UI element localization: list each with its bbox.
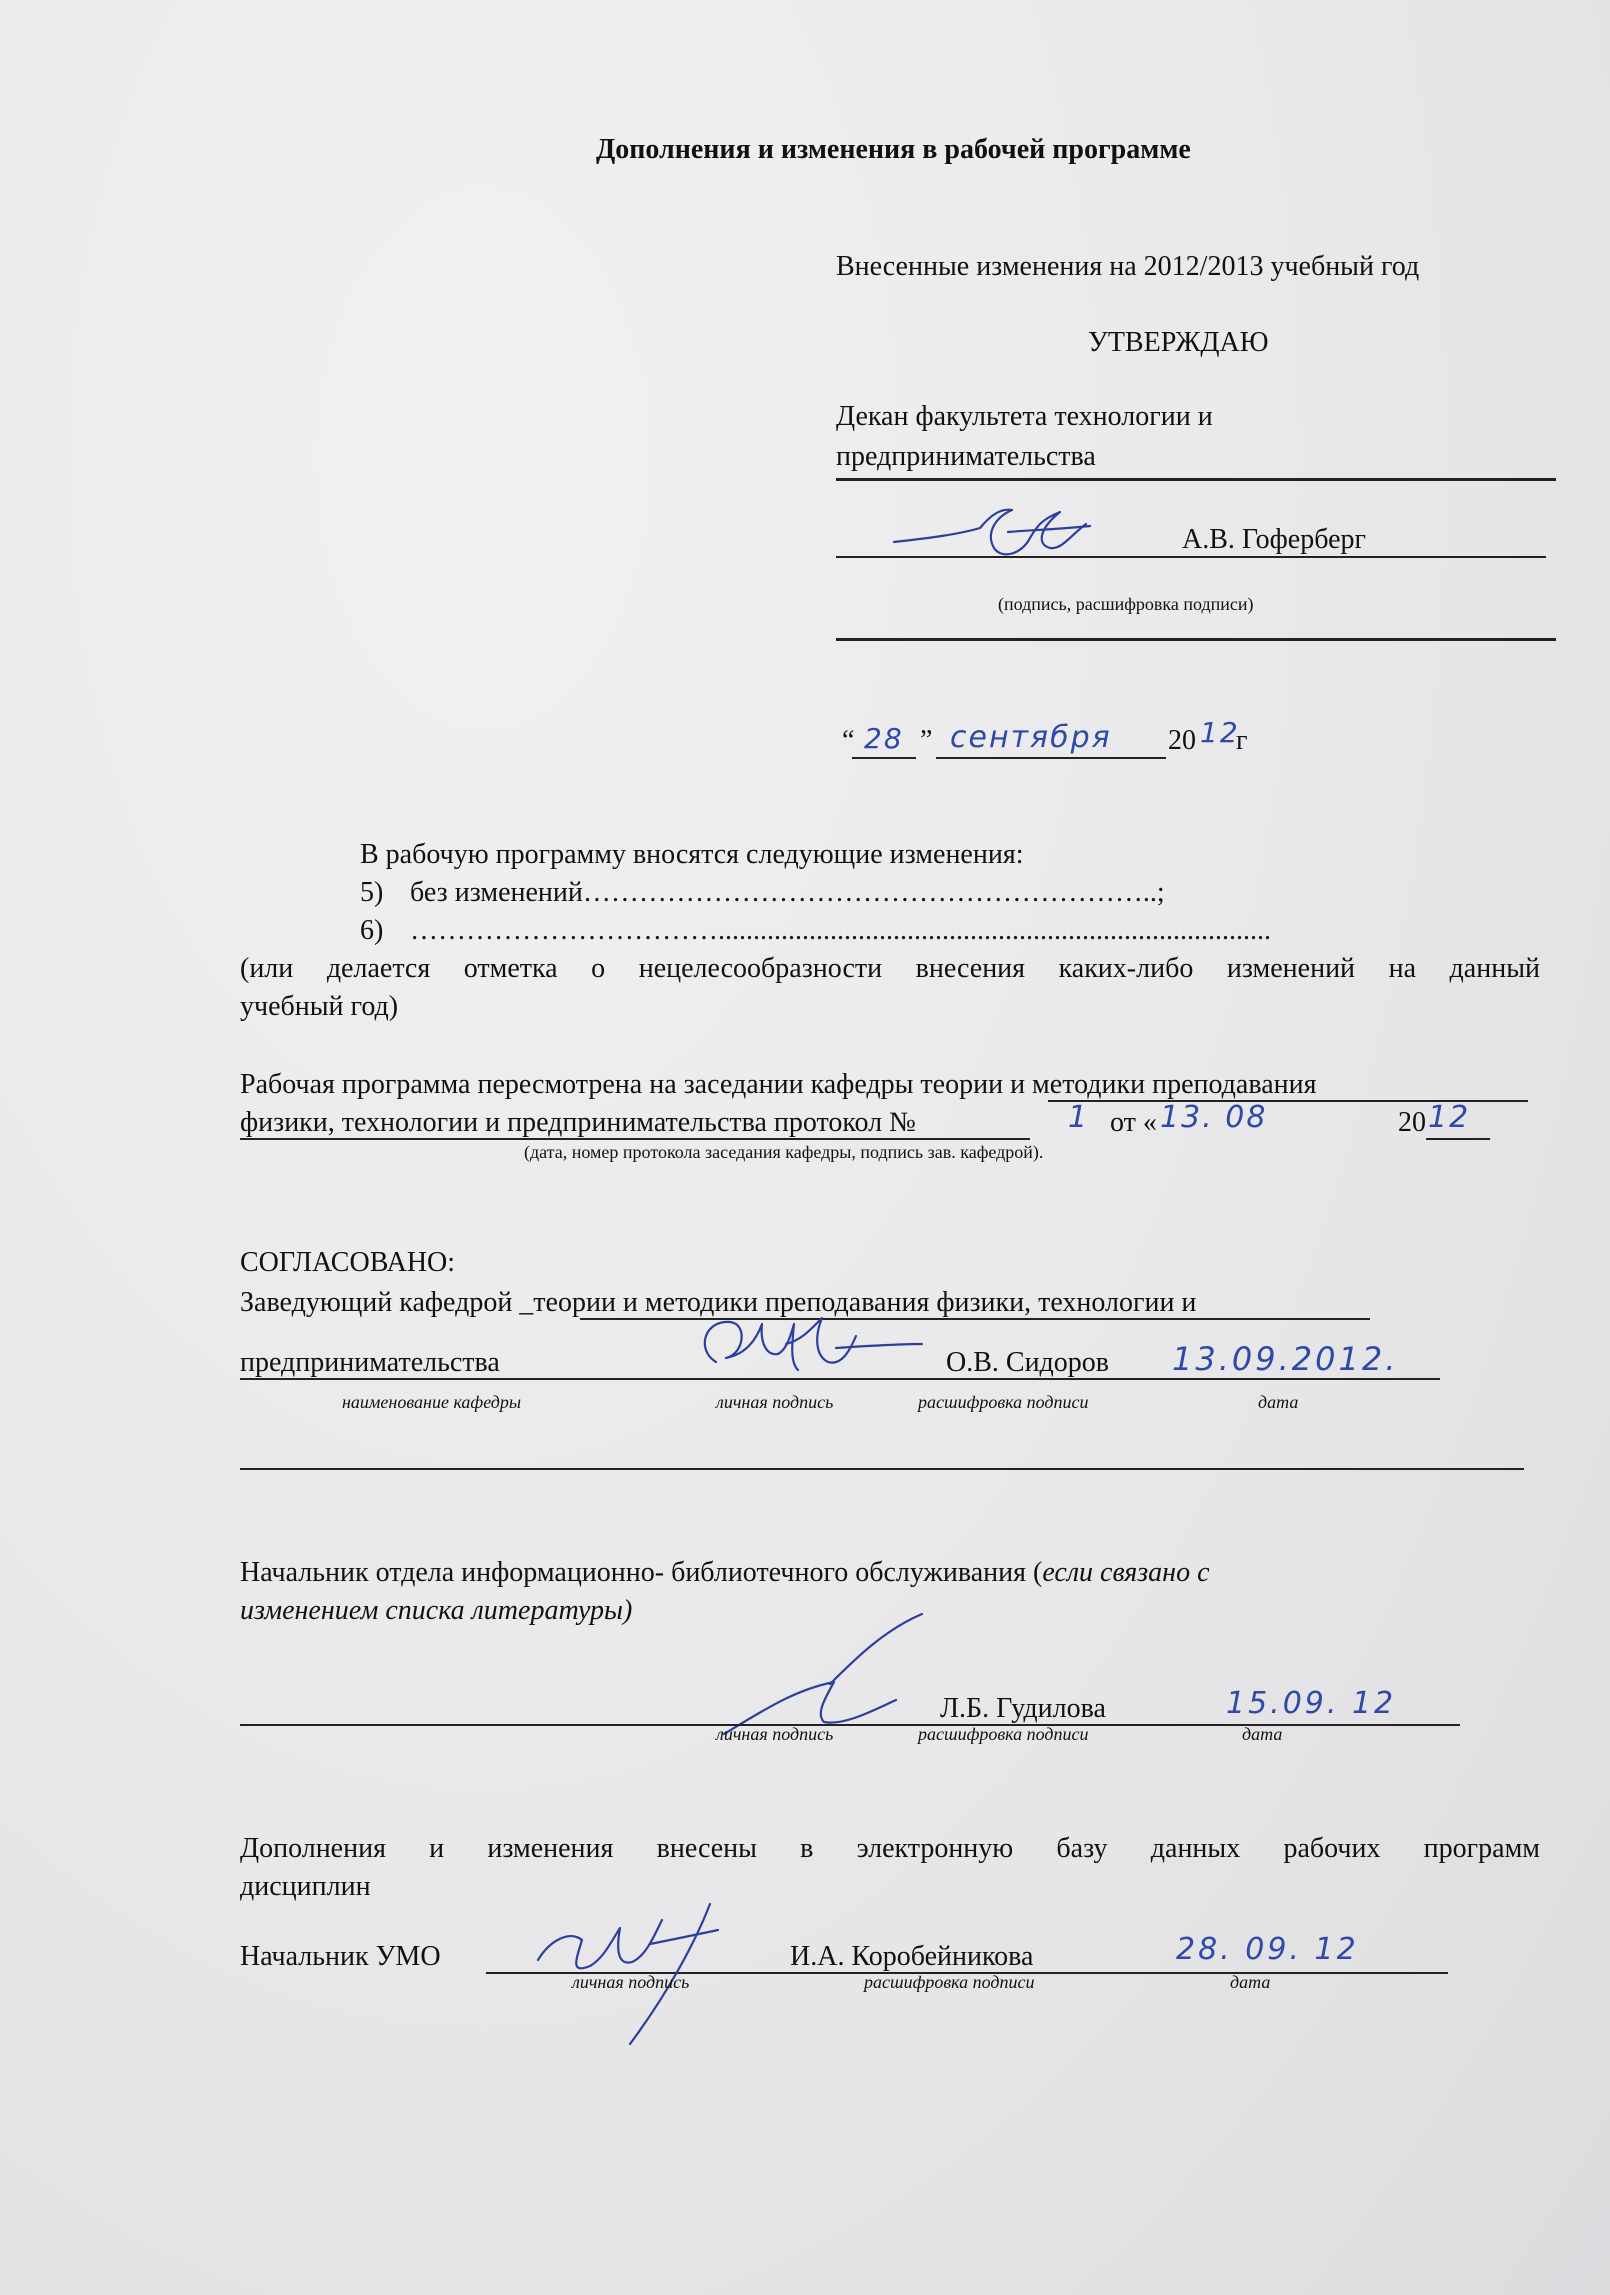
agreed-heading: СОГЛАСОВАНО: <box>240 1247 456 1278</box>
umo-caption-signature: личная подпись <box>572 1972 690 1992</box>
library-line1-text <box>240 1556 1210 1590</box>
item5-text: без изменений……………………………………………………..; <box>410 877 1165 908</box>
library-caption-date: дата <box>1242 1724 1283 1744</box>
dean-signature <box>890 498 1110 568</box>
head-name: О.В. Сидоров <box>946 1347 1110 1378</box>
item6-number: 6) <box>360 915 384 946</box>
umo-label: Начальник УМО <box>240 1941 441 1972</box>
db-line2: дисциплин <box>240 1871 371 1902</box>
library-line2: изменением списка литературы) <box>240 1595 633 1626</box>
changes-year: Внесенные изменения на 2012/2013 учебный год <box>836 251 1420 282</box>
item6-text: ……………………………............................................................................... <box>410 915 1271 946</box>
umo-caption-decoding: расшифровка подписи <box>864 1972 1035 1992</box>
review-line1: Рабочая программа пересмотрена на заседании кафедры теории и методики преподавания <box>240 1069 1317 1100</box>
library-title: Начальник отдела информационно- библиотечного обслуживания ( <box>240 1557 1043 1588</box>
umo-caption-date: дата <box>1230 1972 1271 1992</box>
head-line2: предпринимательства <box>240 1347 500 1378</box>
date-close-quote: ” <box>920 725 933 756</box>
changes-intro: В рабочую программу вносятся следующие изменения: <box>360 839 1024 870</box>
umo-date: 28. 09. 12 <box>1176 1932 1359 1967</box>
date-suffix: г <box>1236 725 1248 756</box>
library-caption-signature: личная подпись <box>716 1724 834 1744</box>
review-protocol-number: 1 <box>1068 1100 1090 1135</box>
review-underline2 <box>240 1138 1030 1140</box>
review-from: от « <box>1110 1107 1157 1138</box>
caption-signature: личная подпись <box>716 1392 834 1412</box>
library-condition: если связано с <box>1042 1557 1210 1588</box>
note-line1: (или делается отметка о нецелесообразности внесения каких-либо изменений на данный <box>240 953 1540 984</box>
library-date: 15.09. 12 <box>1226 1686 1397 1721</box>
caption-department: наименование кафедры <box>342 1392 522 1412</box>
library-signature <box>684 1610 934 1740</box>
review-date: 13. 08 <box>1160 1100 1268 1135</box>
date-year-prefix: 20 <box>1168 725 1196 756</box>
review-year-line <box>1426 1138 1490 1140</box>
umo-name: И.А. Коробейникова <box>790 1941 1034 1972</box>
date-open-quote: “ <box>842 725 855 756</box>
rule-dean-title <box>836 478 1556 481</box>
review-caption: (дата, номер протокола заседания кафедры, подпись зав. кафедрой). <box>524 1142 1044 1162</box>
date-day: 28 <box>864 722 904 755</box>
item5-number: 5) <box>360 877 384 908</box>
dean-caption: (подпись, расшифровка подписи) <box>998 594 1254 614</box>
dean-title-line2: предпринимательства <box>836 441 1096 472</box>
db-line1: Дополнения и изменения внесены в электронную базу данных рабочих программ <box>240 1833 1540 1864</box>
review-year-prefix: 20 <box>1398 1107 1426 1138</box>
head-signature <box>686 1310 926 1384</box>
caption-decoding: расшифровка подписи <box>918 1392 1089 1412</box>
date-day-line <box>852 757 916 759</box>
document-title: Дополнения и изменения в рабочей программе <box>596 134 1191 165</box>
dean-title-line1: Декан факультета технологии и <box>836 401 1213 432</box>
dean-name: А.В. Гоферберг <box>1182 524 1366 555</box>
head-line1: Заведующий кафедрой _теории и методики преподавания физики, технологии и <box>240 1287 1197 1318</box>
library-caption-decoding: расшифровка подписи <box>918 1724 1089 1744</box>
review-line2-text: физики, технологии и предпринимательства протокол № <box>240 1107 916 1138</box>
caption-date: дата <box>1258 1392 1299 1412</box>
date-year: 12 <box>1200 716 1240 749</box>
library-name: Л.Б. Гудилова <box>940 1693 1106 1724</box>
review-year: 12 <box>1428 1100 1471 1135</box>
note-line2: учебный год) <box>240 991 399 1022</box>
head-date: 13.09.2012. <box>1172 1340 1399 1378</box>
date-month: сентября <box>950 720 1112 755</box>
approve-heading: УТВЕРЖДАЮ <box>1088 327 1269 358</box>
separator-rule <box>240 1468 1524 1470</box>
date-month-line <box>936 757 1166 759</box>
rule-dean-caption <box>836 638 1556 641</box>
